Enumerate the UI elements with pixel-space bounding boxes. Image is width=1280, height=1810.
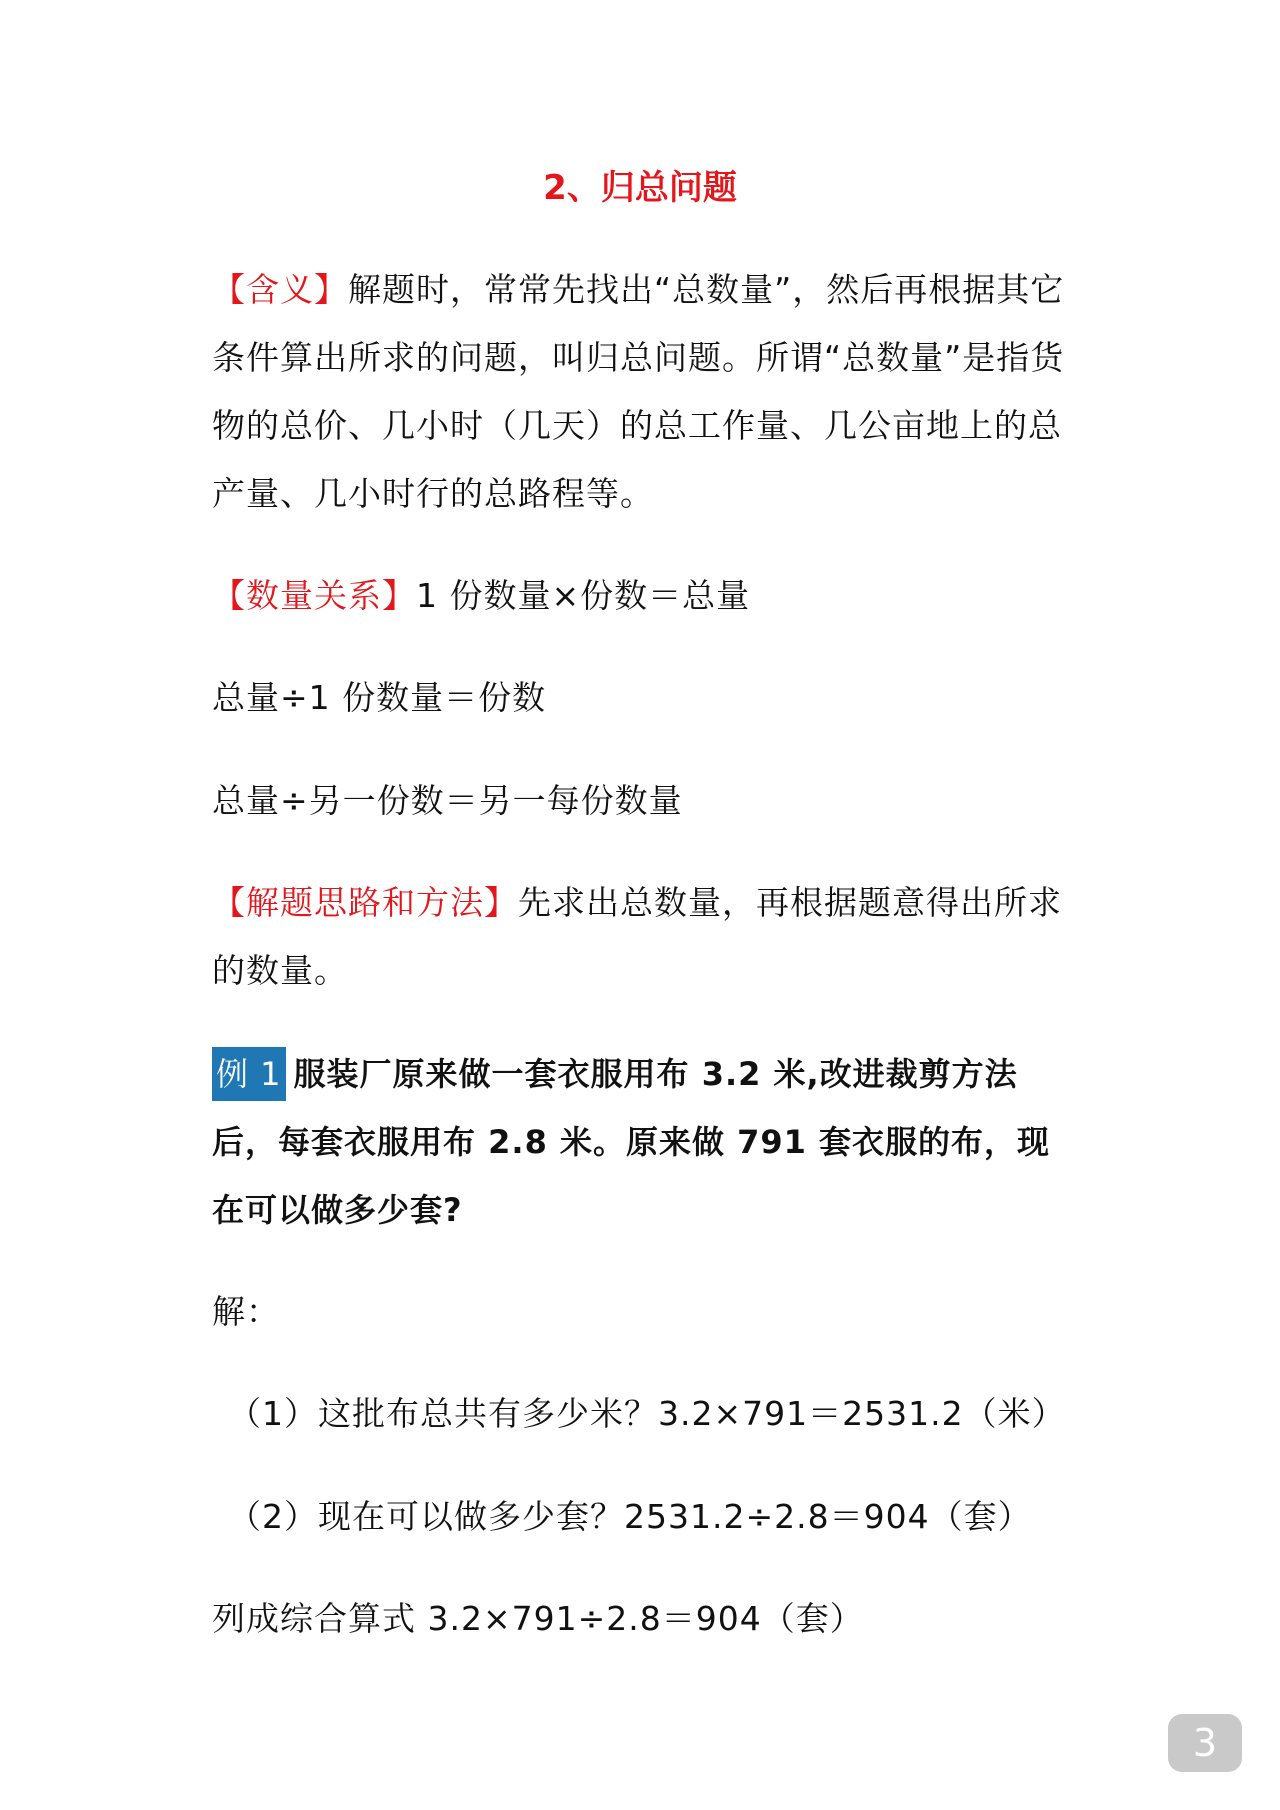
method-paragraph	[212, 869, 1072, 1005]
meaning-text: 解题时，常常先找出“总数量”，然后再根据其它条件算出所求的问题，叫归总问题。所谓“总数量”是指货物的总价、几小时（几天）的总工作量、几公亩地上的总产量、几小时行的总路程等。	[212, 270, 1065, 513]
relation-line-3: 总量÷另一份数＝另一每份数量	[212, 781, 683, 820]
page-number-badge: 3	[1168, 1714, 1242, 1772]
relation-paragraph	[212, 562, 1072, 630]
solution-step-1: （1）这批布总共有多少米？3.2×791＝2531.2（米）	[228, 1394, 1066, 1433]
relation-line-1: 1 份数量×份数＝总量	[416, 576, 751, 615]
relation-label: 【数量关系】	[212, 576, 416, 615]
example-tag: 例 1	[212, 1047, 286, 1101]
page-title: 2、归总问题	[543, 168, 737, 208]
meaning-paragraph	[212, 256, 1072, 528]
solution-label: 解：	[212, 1292, 280, 1331]
method-text: 先求出总数量，再根据题意得出所求的数量。	[212, 883, 1062, 990]
example-text: 服装厂原来做一套衣服用布 3.2 米,改进裁剪方法后，每套衣服用布 2.8 米。原来做 791 套衣服的布，现在可以做多少套?	[212, 1055, 1051, 1229]
example-paragraph	[212, 1040, 1072, 1244]
solution-step-2: （2）现在可以做多少套？2531.2÷2.8＝904（套）	[228, 1497, 1032, 1536]
relation-line-2: 总量÷1 份数量＝份数	[212, 678, 547, 717]
method-label: 【解题思路和方法】	[212, 883, 518, 922]
solution-combined: 列成综合算式 3.2×791÷2.8＝904（套）	[212, 1599, 864, 1638]
meaning-label: 【含义】	[212, 270, 348, 309]
